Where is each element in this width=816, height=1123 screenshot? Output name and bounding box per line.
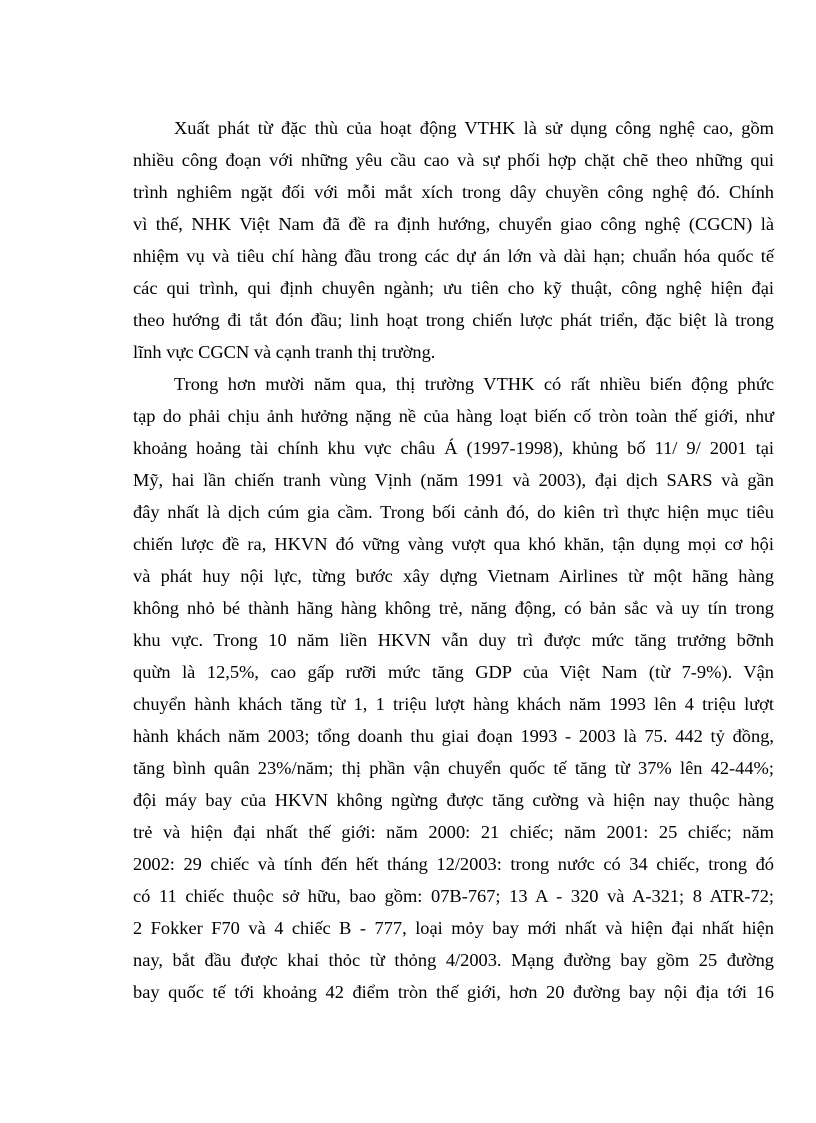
text-line: khoảng hoảng tài chính khu vực châu Á (1997-1998), khủng bố 11/ 9/ 2001 tại: [133, 438, 774, 458]
text-line: đây nhất là dịch cúm gia cầm. Trong bối cảnh đó, do kiên trì thực hiện mục tiêu: [133, 502, 774, 522]
text-line: không nhỏ bé thành hãng hàng không trẻ, năng động, có bản sắc và uy tín trong: [133, 598, 774, 618]
text-line: khu vực. Trong 10 năm liền HKVN vẫn duy trì được mức tăng trưởng bỡnh: [133, 630, 774, 650]
text-line: chiến lược đề ra, HKVN đó vững vàng vượt qua khó khăn, tận dụng mọi cơ hội: [133, 534, 774, 554]
text-line: Mỹ, hai lần chiến tranh vùng Vịnh (năm 1991 và 2003), đại dịch SARS và gần: [133, 470, 774, 490]
text-line: đội máy bay của HKVN không ngừng được tăng cường và hiện nay thuộc hàng: [133, 790, 774, 810]
text-line: Xuất phát từ đặc thù của hoạt động VTHK là sử dụng công nghệ cao, gồm: [174, 118, 774, 138]
text-line: nhiều công đoạn với những yêu cầu cao và sự phối hợp chặt chẽ theo những qui: [133, 150, 774, 170]
text-line: bay quốc tế tới khoảng 42 điểm tròn thế giới, hơn 20 đường bay nội địa tới 16: [133, 982, 774, 1002]
text-line: lĩnh vực CGCN và cạnh tranh thị trường.: [133, 342, 436, 362]
text-line: tăng bình quân 23%/năm; thị phần vận chuyển quốc tế tăng từ 37% lên 42-44%;: [133, 758, 774, 778]
text-line: 2 Fokker F70 và 4 chiếc B - 777, loại mỏy bay mới nhất và hiện đại nhất hiện: [133, 918, 774, 938]
text-line: nhiệm vụ và tiêu chí hàng đầu trong các dự án lớn và dài hạn; chuẩn hóa quốc tế: [133, 246, 774, 266]
text-line: có 11 chiếc thuộc sở hữu, bao gồm: 07B-767; 13 A - 320 và A-321; 8 ATR-72;: [133, 886, 774, 906]
text-line: quừn là 12,5%, cao gấp rưỡi mức tăng GDP của Việt Nam (từ 7-9%). Vận: [133, 662, 774, 682]
text-line: và phát huy nội lực, từng bước xây dựng Vietnam Airlines từ một hãng hàng: [133, 566, 774, 586]
text-line: Trong hơn mười năm qua, thị trường VTHK có rất nhiều biến động phức: [174, 374, 774, 394]
text-line: các qui trình, qui định chuyên ngành; ưu tiên cho kỹ thuật, công nghệ hiện đại: [133, 278, 774, 298]
text-line: 2002: 29 chiếc và tính đến hết tháng 12/2003: trong nước có 34 chiếc, trong đó: [133, 854, 774, 874]
text-line: hành khách năm 2003; tổng doanh thu giai đoạn 1993 - 2003 là 75. 442 tỷ đồng,: [133, 726, 774, 746]
text-line: nay, bắt đầu được khai thỏc từ thỏng 4/2003. Mạng đường bay gồm 25 đường: [133, 950, 774, 970]
text-line: vì thế, NHK Việt Nam đã đề ra định hướng, chuyển giao công nghệ (CGCN) là: [133, 214, 774, 234]
text-line: trình nghiêm ngặt đối với mỗi mắt xích trong dây chuyền công nghệ đó. Chính: [133, 182, 774, 202]
text-line: theo hướng đi tắt đón đầu; linh hoạt trong chiến lược phát triển, đặc biệt là trong: [133, 310, 774, 330]
text-line: trẻ và hiện đại nhất thế giới: năm 2000: 21 chiếc; năm 2001: 25 chiếc; năm: [133, 822, 774, 842]
text-line: tạp do phải chịu ảnh hưởng nặng nề của hàng loạt biến cố tròn toàn thế giới, như: [133, 406, 774, 426]
text-line: chuyển hành khách tăng từ 1, 1 triệu lượt hàng khách năm 1993 lên 4 triệu lượt: [133, 694, 774, 714]
